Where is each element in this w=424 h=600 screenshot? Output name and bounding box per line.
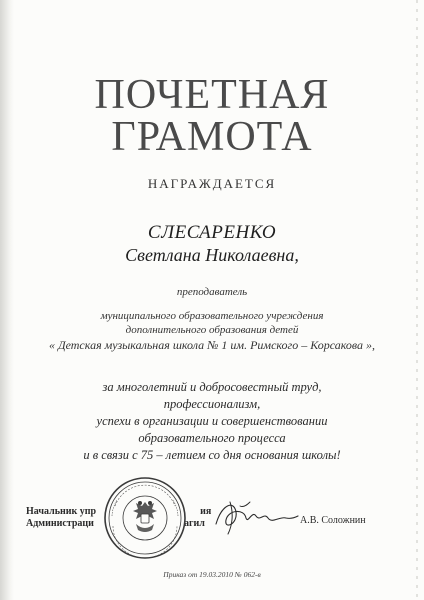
handwritten-signature-icon xyxy=(210,494,302,538)
order-reference: Приказ от 19.03.2010 № 062-в xyxy=(163,570,261,579)
recipient-given-names: Светлана Николаевна, xyxy=(125,245,299,265)
reason-line-5: и в связи с 75 – летием со дня основания школы! xyxy=(83,448,341,462)
reason-line-3: успехи в организации и совершенствовании xyxy=(96,414,328,428)
signatory-position-line-1-tail: ия xyxy=(200,506,212,517)
reason-line-4: образовательного процесса xyxy=(138,431,286,445)
signatory-position-line-1-text: Начальник упр xyxy=(26,506,97,517)
reason-line-2: профессионализм, xyxy=(163,397,261,411)
title-line-2: ГРАМОТА xyxy=(111,114,313,160)
signatory-position-line-2-text: Администраци xyxy=(26,518,94,529)
institution-line-3: « Детская музыкальная школа № 1 им. Римского – Корсакова », xyxy=(48,338,376,352)
awarded-heading: НАГРАЖДАЕТСЯ xyxy=(147,176,277,191)
official-seal-icon xyxy=(103,476,187,560)
institution-line-2: дополнительного образования детей xyxy=(125,324,299,336)
title-line-1: ПОЧЕТНАЯ xyxy=(94,72,330,118)
institution-line-1: муниципального образовательного учреждения xyxy=(100,310,324,322)
signatory-name: А.В. Соложнин xyxy=(300,515,366,526)
signatory-position-line-2-tail: агил xyxy=(183,518,205,529)
recipient-surname: СЛЕСАРЕНКО xyxy=(147,222,277,243)
recipient-role: преподаватель xyxy=(176,286,248,298)
reason-line-1: за многолетний и добросовестный труд, xyxy=(102,380,322,394)
